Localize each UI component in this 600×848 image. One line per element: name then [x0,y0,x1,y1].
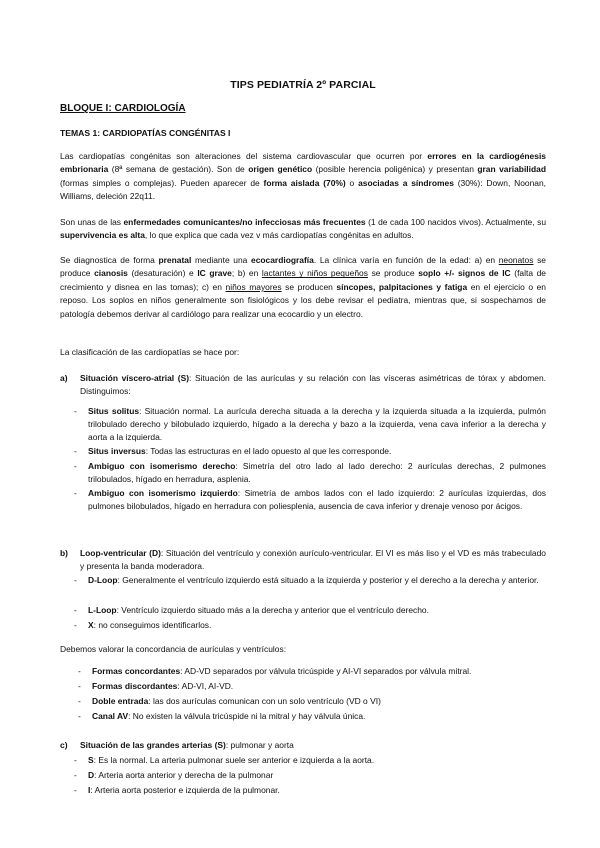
section-c [60,739,546,799]
list-item: - Ambiguo con isomerismo derecho: Simetría del otro lado al lado derecho: 2 aurículas derechas, 2 pulmones trilobulados, hígado en herradura, asplenia. [74,461,546,485]
block-heading: BLOQUE I: CARDIOLOGÍA [60,103,186,114]
section-a [60,372,546,532]
paragraph-concordance: Debemos valorar la concordancia de aurículas y ventrículos: [60,644,287,654]
paragraph-classification: La clasificación de las cardiopatías se hace por: [60,347,240,357]
paragraph-prevalence: Son unas de las enfermedades comunicantes/no infecciosas más frecuentes (1 de cada 100 nacidos vivos). Actualmente, su supervivencia es alta, lo que explica que cada vez v más cardiopatías congénitas en adultos. [60,217,547,241]
concordance-list [60,665,546,725]
list-item: - S: Es la normal. La arteria pulmonar suele ser anterior e izquierda a la aorta. [74,755,375,765]
list-item: - D-Loop: Generalmente el ventrículo izquierdo está situado a la izquierda y posterior y el derecho a la derecha y anterior. [74,575,539,585]
list-item: - Formas concordantes: AD-VD separados por válvula tricúspide y AI-VI separados por válvula mitral. [78,666,472,676]
list-item: - Situs solitus: Situación normal. La aurícula derecha situada a la derecha y la izquierda situada a la izquierda, pulmón trilobulado derecho y bilobulado izquierdo, hígado a la derecha y bazo a la izquierda, vena cava inferior a la derecha y aorta a la izquierda. [74,406,546,443]
section-c-marker: c) [60,740,68,750]
list-item: - I: Arteria aorta posterior e izquierda de la pulmonar. [74,785,280,795]
list-item: - Ambiguo con isomerismo izquierdo: Simetría de ambos lados con el lado izquierdo: 2 aurículas izquierdas, dos pulmones bilobulados, hígado en herradura con poliesplenia, ausencia de cava inferior y drenaje venoso por ácigos. [74,488,546,512]
section-b-marker: b) [60,548,68,558]
list-item: - Canal AV: No existen la válvula tricúspide ni la mitral y hay válvula única. [78,711,366,721]
list-item: - Doble entrada: las dos aurículas comunican con un solo ventrículo (VD o VI) [78,696,381,706]
list-item: - Situs inversus: Todas las estructuras en el lado opuesto al que les corresponde. [74,446,392,456]
list-item: - L-Loop: Ventrículo izquierdo situado más a la derecha y anterior que el ventrículo derecho. [74,605,429,615]
section-b-text: Loop-ventricular (D): Situación del ventrículo y conexión aurículo-ventricular. El VI es más liso y el VD es más trabeculado y presenta la banda moderadora. [80,548,546,572]
section-b [60,547,546,637]
paragraph-intro: Las cardiopatías congénitas son alteraciones del sistema cardiovascular que ocurren por errores en la cardiogénesis embrionaria (8ª semana de gestación). Son de origen genético (posible herencia poligénica) y presentan gran variabilidad (formas simples o complejas). Pueden aparecer de forma aislada (70%) o asociadas a síndromes (30%): Down, Noonan, Williams, deleción 22q11. [60,151,547,202]
paragraph-diagnosis: Se diagnostica de forma prenatal mediante una ecocardiografía. La clínica varía en función de la edad: a) en neonatos se produce cianosis (desaturación) e IC grave; b) en lactantes y niños pequeños se produce soplo +/- signos de IC (falta de crecimiento y disnea en las tomas); c) en niños mayores se producen síncopes, palpitaciones y fatiga en el ejercicio o en reposo. Los soplos en niños generalmente son fisiológicos y los debe revisar el pediatra, mientras que, si sospechamos de patología debemos derivar al cardiólogo para realizar una ecocardio y un electro. [60,255,547,319]
list-item: - X: no conseguimos identificarlos. [74,620,212,630]
section-a-marker: a) [60,373,68,383]
section-c-text: Situación de las grandes arterias (S): pulmonar y aorta [80,740,294,750]
list-item: - D: Arteria aorta anterior y derecha de la pulmonar [74,770,274,780]
topic-heading: TEMAS 1: CARDIOPATÍAS CONGÉNITAS I [60,128,231,138]
list-item: - Formas discordantes: AD-VI, AI-VD. [78,681,234,691]
section-a-text: Situación víscero-atrial (S): Situación de las aurículas y su relación con las vísceras asimétricas de tórax y abdomen. Distinguimos: [80,373,546,397]
document-title: TIPS PEDIATRÍA 2º PARCIAL [230,79,376,91]
